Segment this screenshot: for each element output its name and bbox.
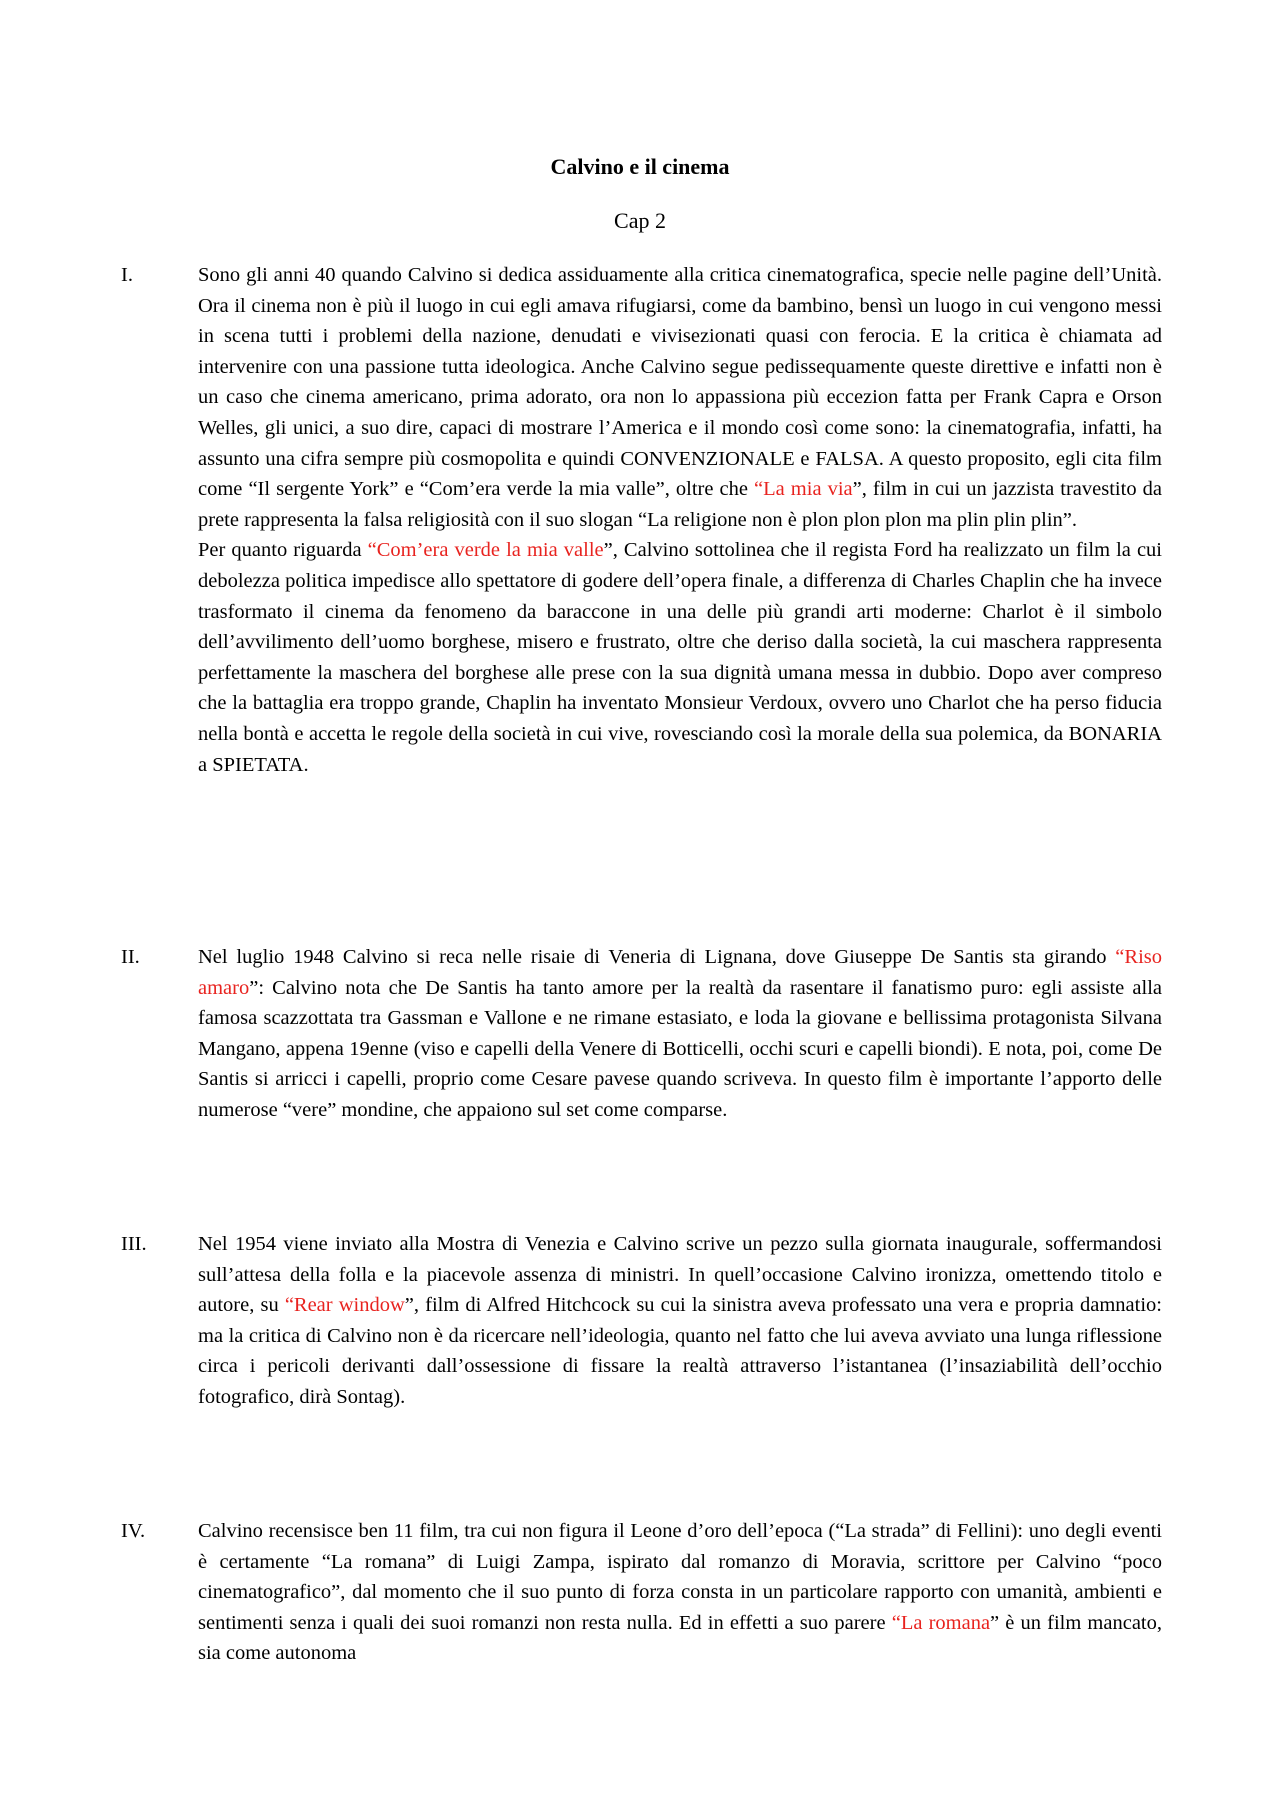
film-title-highlight: “Riso amaro — [198, 946, 1162, 999]
text-run: ”, film in cui un jazzista travestito da prete rappresenta la falsa religiosità con il suo slogan “La religione non è plon plon plon ma plin plin plin”. — [198, 478, 1162, 531]
section-body — [198, 260, 1162, 780]
text-run: ” è un film mancato, sia come autonoma — [198, 1611, 1162, 1665]
paragraph — [198, 260, 1162, 535]
paragraph — [198, 1516, 1162, 1669]
text-run: Per quanto riguarda — [198, 539, 368, 562]
film-title-highlight: “Rear window — [284, 1294, 405, 1317]
section-numeral: III. — [121, 1233, 147, 1255]
text-run: Nel 1954 viene inviato alla Mostra di Venezia e Calvino scrive un pezzo sulla giornata inaugurale, soffermandosi sull’attesa della folla e la piacevole assenza di ministri. In quell’occasione Calvino ironizza, omettendo titolo e autore, su — [198, 1233, 1162, 1317]
film-title-highlight: “La mia via — [754, 478, 853, 501]
text-run: Nel luglio 1948 Calvino si reca nelle risaie di Veneria di Lignana, dove Giuseppe De Santis sta girando — [198, 946, 1116, 968]
text-run: Calvino recensisce ben 11 film, tra cui non figura il Leone d’oro dell’epoca (“La strada” di Fellini): uno degli eventi è certamente “La romana” di Luigi Zampa, ispirato dal romanzo di Moravia, scrittore per Calvino “poco cinematografico”, dal momento che il suo punto di forza consta in un particolare rapporto con umanità, ambienti e sentimenti senza i quali dei suoi romanzi non resta nulla. Ed in effetti a suo parere — [198, 1520, 1162, 1634]
section-numeral: IV. — [121, 1520, 146, 1542]
film-title-highlight: “Com’era verde la mia valle — [367, 539, 604, 562]
paragraph — [198, 535, 1162, 780]
section-body — [198, 1229, 1162, 1413]
section-body — [198, 942, 1162, 1126]
paragraph — [198, 942, 1162, 1126]
text-run: ”: Calvino nota che De Santis ha tanto amore per la realtà da rasentare il fanatismo puro: egli assiste alla famosa scazzottata tra Gassman e Vallone e ne rimane estasiato, e loda la giovane e bellissima protagonista Silvana Mangano, appena 19enne (viso e capelli della Venere di Botticelli, occhi scuri e capelli biondi). E nota, poi, come De Santis si arricci i capelli, proprio come Cesare pavese quando scriveva. In questo film è importante l’apporto delle numerose “vere” mondine, che appaiono sul set come comparse. — [198, 976, 1162, 1121]
section-body — [198, 1516, 1162, 1669]
film-title-highlight: “La romana — [891, 1611, 991, 1634]
text-run: ”, film di Alfred Hitchcock su cui la sinistra aveva professato una vera e propria damnatio: ma la critica di Calvino non è da ricercare nell’ideologia, quanto nel fatto che lui aveva avviato una lunga riflessione circa i pericoli derivanti dall’ossessione di fissare la realtà attraverso l’istantanea (l’insaziabilità dell’occhio fotografico, dirà Sontag). — [198, 1294, 1162, 1408]
text-run: ”, Calvino sottolinea che il regista Ford ha realizzato un film la cui debolezza politica impedisce allo spettatore di godere dell’opera finale, a differenza di Charles Chaplin che ha invece trasformato il cinema da fenomeno da baraccone in una delle più grandi arti moderne: Charlot è il simbolo dell’avvilimento dell’uomo borghese, misero e frustrato, oltre che deriso dalla società, la cui maschera rappresenta perfettamente la maschera del borghese alle prese con la sua dignità umana messa in dubbio. Dopo aver compreso che la battaglia era troppo grande, Chaplin ha inventato Monsieur Verdoux, ovvero uno Charlot che ha perso fiducia nella bontà e accetta le regole della società in cui vive, rovesciando così la morale della sua polemica, da BONARIA a SPIETATA. — [198, 539, 1162, 776]
text-run: Sono gli anni 40 quando Calvino si dedica assiduamente alla critica cinematografica, specie nelle pagine dell’Unità. Ora il cinema non è più il luogo in cui egli amava rifugiarsi, come da bambino, bensì un luogo in cui vengono messi in scena tutti i problemi della nazione, denudati e vivisezionati quasi con ferocia. E la critica è chiamata ad intervenire con una passione tutta ideologica. Anche Calvino segue pedissequamente queste direttive e infatti non è un caso che cinema americano, prima adorato, ora non lo appassiona più eccezion fatta per Frank Capra e Orson Welles, gli unici, a suo dire, capaci di mostrare l’America e il mondo così come sono: la cinematografia, infatti, ha assunto una cifra sempre più cosmopolita e quindi CONVENZIONALE e FALSA. A questo proposito, egli cita film come “Il sergente York” e “Com’era verde la mia valle”, oltre che — [198, 264, 1162, 501]
section-numeral: I. — [121, 264, 133, 286]
paragraph — [198, 1229, 1162, 1413]
document-subtitle: Cap 2 — [614, 208, 666, 233]
document-title: Calvino e il cinema — [550, 154, 730, 179]
section-numeral: II. — [121, 946, 140, 968]
